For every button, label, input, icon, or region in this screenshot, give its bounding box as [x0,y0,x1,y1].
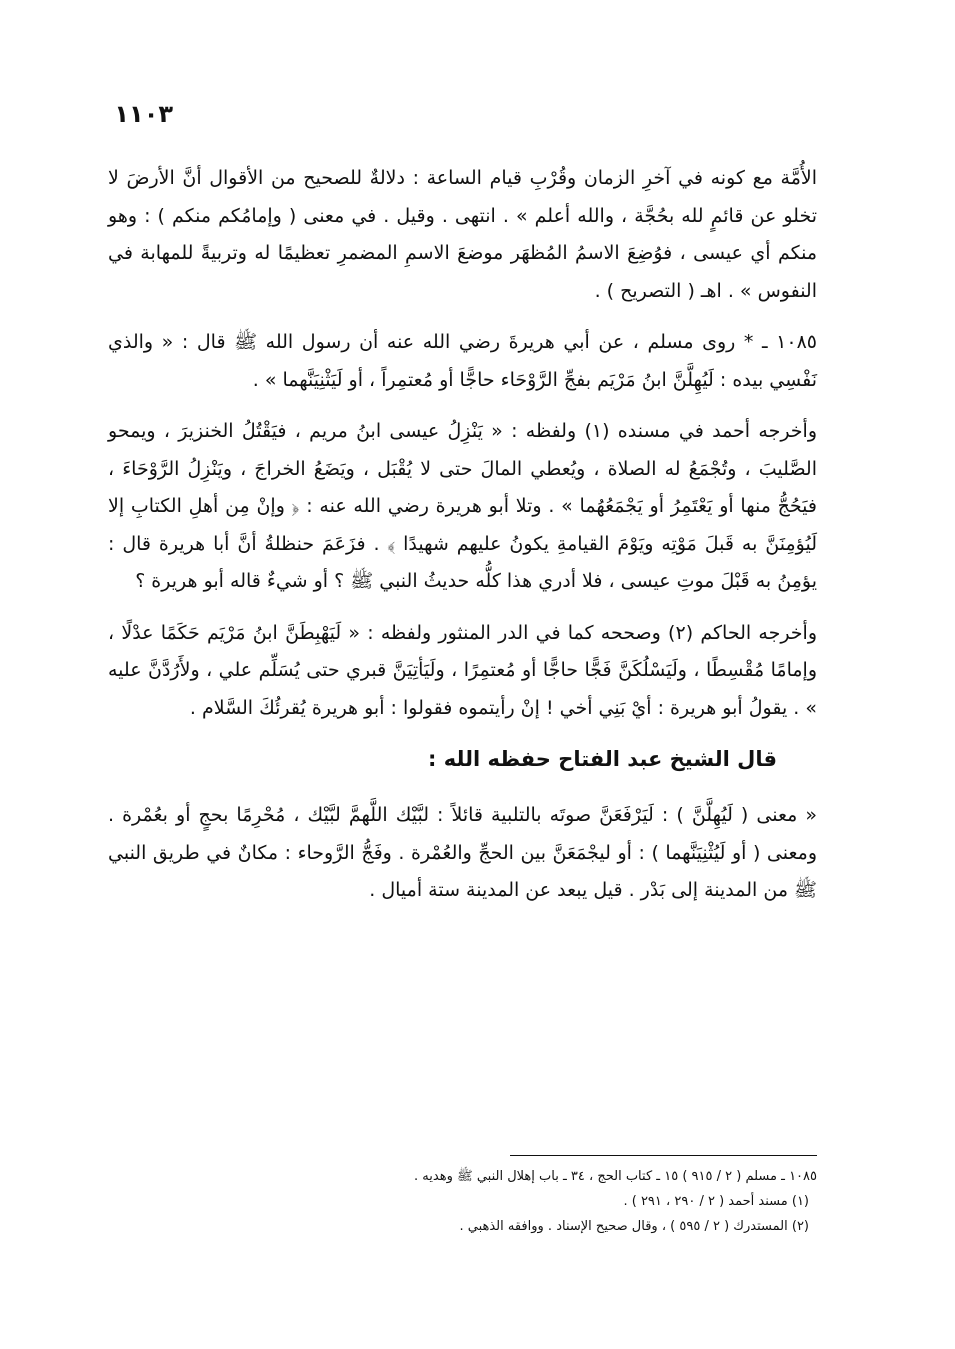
paragraph-hadith-1085: ١٠٨٥ ـ * روى مسلم ، عن أبي هريرةَ رضي الله عنه أن رسول الله ﷺ قال : « والذي نَفْسِي بيده : لَيُهِلَّنَّ ابنُ مَرْيَم بفجِّ الرَّوْحَاء حاجًّا أو مُعتمِراً ، أو لَيَثْنِيَنَّهما » . [108,331,817,391]
paragraph-hakim-narration: وأخرجه الحاكم (٢) وصححه كما في الدر المنثور ولفظه : « لَيَهْبِطَنَّ ابنُ مَرْيَم حَكَمًا عدْلًا ، وإمامًا مُقْسِطًا ، ولَيَسْلُكَنَّ فَجًّا حاجًّا أو مُعتمِرًا ، ولَيَأتِيَنَّ قبري حتى يُسَلِّم علي ، ولأَرُدَّنَّ عليه » . يقولُ أبو هريرة : أيْ بَنِي أخي ! إنْ رأيتموه فقولوا : أبو هريرة يُقرئُكَ السَّلام . [108,621,818,719]
paragraph-commentary: « معنى ( لَيُهِلَّنَّ ) : لَيَرْفَعَنَّ صوتَه بالتلبية قائلاً : لبَّيْك اللَّهمَّ لبَّيْك ، مُحْرِمًا بحجٍ أو بعُمْرة . ومعنى ( أو لَيُثْنِيَنَّهما ) : أو ليجْمَعَنَّ بين الحجِّ والعُمْرة . وفَجُّ الرَّوحاء : مكانٌ في طريق النبي ﷺ من المدينة إلى بَدْر . قيل يبعد عن المدينة ستة أميال . [108,804,817,901]
footnote-divider [510,1155,817,1156]
paragraph-explanation: الأُمَّة مع كونه في آخرِ الزمان وقُرْبِ قيام الساعة : دلالةٌ للصحيح من الأقوال أنَّ الأرضَ لا تخلو عن قائمٍ لله بحُجَّة ، والله أعلم » . انتهى . وقيل . في معنى ( وإمامُكم منكم ) : وهو منكم أي عيسى ، فوُضِعَ الاسمُ المُظهَر موضعَ الاسمِ المضمرِ تعظيمًا له وتربيةً للمهابة في النفوس » . اهـ ( التصريح ) . [108,167,817,302]
section-heading: قال الشيخ عبد الفتاح حفظه الله : [428,747,777,771]
footnote-2: (٢) المستدرك ( ٢ / ٥٩٥ ) ، وقال صحيح الإسناد . ووافقه الذهبي . [459,1219,809,1234]
page-number: ١١٠٣ [114,100,173,128]
footnote-1: (١) مسند أحمد ( ٢ / ٢٩٠ ، ٢٩١ ) . [623,1194,809,1209]
paragraph-ahmad-narration: وأخرجه أحمد في مسنده (١) ولفظه : « يَنْزِلُ عيسى ابنُ مريم ، فيَقْتُلُ الخنزيرَ ، ويمحو الصَّليبَ ، وتُجْمَعُ له الصلاة ، ويُعطي المالَ حتى لا يُقْبَل ، ويَضَعُ الخراجَ ، ويَنْزِلُ الرَّوْحَاءَ ، فيَحُجُّ منها أو يَعْتَمِرُ أو يَجْمَعُهُما » . وتلا أبو هريرة رضي الله عنه : ﴿ وإنْ مِن أهلِ الكتابِ إلا لَيُؤمِنَنَّ به قَبلَ مَوْتِه ويَوْمَ القيامةِ يكونُ عليهم شهيدًا ﴾ . فزَعَمَ حنظلةُ أنَّ أبا هريرة قال : يؤمِنُ به قَبْلَ موتِ عيسى ، فلا أدري هذا كلُّه حديثُ النبي ﷺ ؟ أو شيءٌ قاله أبو هريرة ؟ [108,420,817,592]
footnotes [108,1167,817,1242]
main-text [108,160,817,924]
footnote-1085: ١٠٨٥ ـ مسلم ( ٢ / ٩١٥ ) ١٥ ـ كتاب الحج ، ٣٤ ـ باب إهلال النبي ﷺ وهديه . [414,1169,817,1184]
